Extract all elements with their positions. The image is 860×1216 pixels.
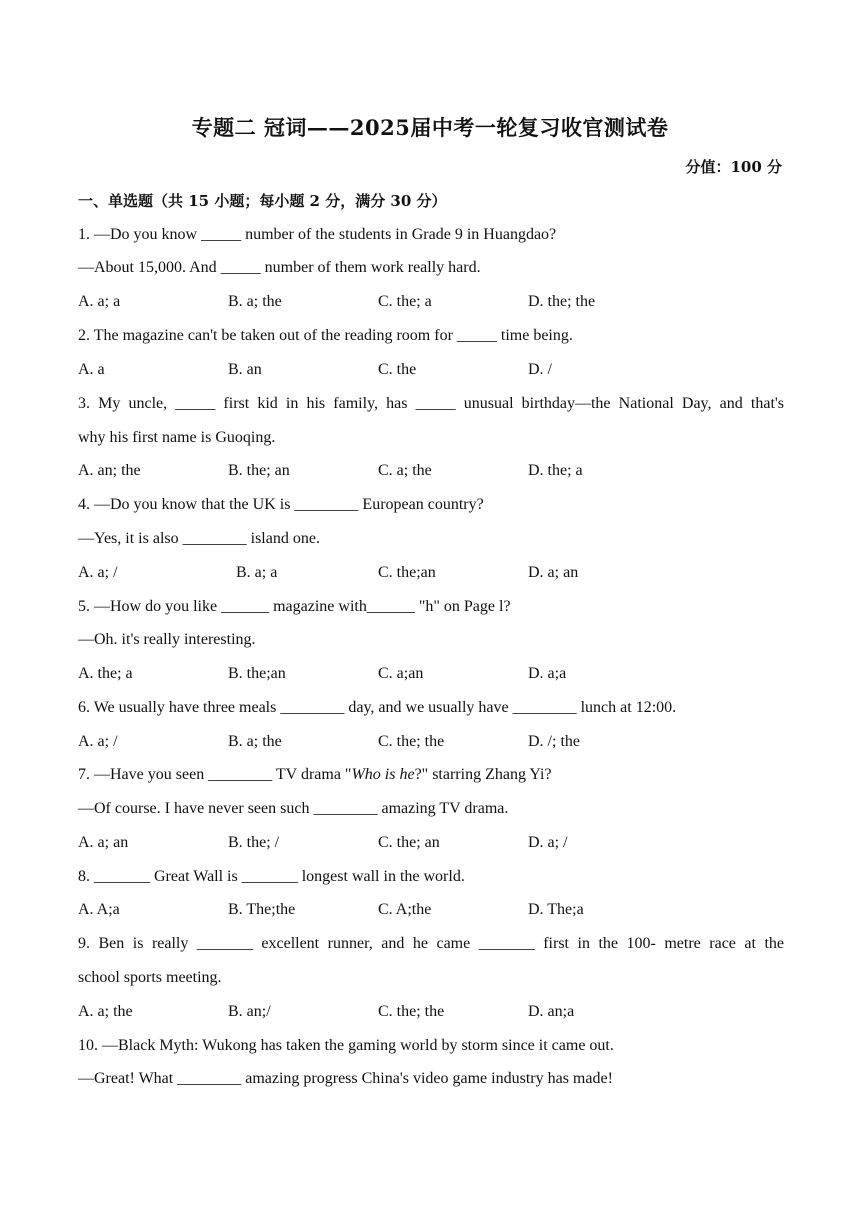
question-9-option-d[interactable]: D. an;a [528,1003,575,1020]
question-1-option-c[interactable]: C. the; a [378,293,432,310]
question-5-option-c[interactable]: C. a;an [378,665,424,682]
question-4-line-1: 4. —Do you know that the UK is ________ European country? [78,496,484,513]
question-7-line-1 [78,765,784,785]
question-1-line-2: —About 15,000. And _____ number of them work really hard. [78,259,481,276]
question-7-option-d[interactable]: D. a; / [528,834,568,851]
question-7-option-a[interactable]: A. a; an [78,834,129,851]
question-2-option-a[interactable]: A. a [78,361,105,378]
question-6-option-c[interactable]: C. the; the [378,733,445,750]
question-6-option-d[interactable]: D. /; the [528,733,580,750]
question-3-option-a[interactable]: A. an; the [78,462,141,479]
question-4-option-d[interactable]: D. a; an [528,564,579,581]
question-1-option-a[interactable]: A. a; a [78,293,121,310]
question-8-option-d[interactable]: D. The;a [528,901,584,918]
question-4-option-a[interactable]: A. a; / [78,564,118,581]
question-9-line-2: school sports meeting. [78,969,222,986]
question-4-option-b[interactable]: B. a; a [236,564,278,581]
question-5-option-a[interactable]: A. the; a [78,665,133,682]
page-title: 专题二 冠词——2025届中考一轮复习收官测试卷 [191,115,669,140]
question-1-line-1: 1. —Do you know _____ number of the students in Grade 9 in Huangdao? [78,226,557,243]
question-8-options [78,900,784,920]
question-7-text-post: ?" starring Zhang Yi? [414,766,552,783]
question-7-option-c[interactable]: C. the; an [378,834,440,851]
question-7-text-pre: 7. ―Have you seen ________ TV drama " [78,766,352,783]
question-8-option-a[interactable]: A. A;a [78,901,120,918]
question-10-line-1: 10. —Black Myth: Wukong has taken the gaming world by storm since it came out. [78,1037,614,1054]
question-9-option-b[interactable]: B. an;/ [228,1003,271,1020]
question-10-line-2: —Great! What ________ amazing progress China's video game industry has made! [78,1070,613,1087]
question-3-option-d[interactable]: D. the; a [528,462,583,479]
question-7-drama-title: Who is he [351,766,415,783]
question-2-options [78,360,784,380]
question-1-option-d[interactable]: D. the; the [528,293,596,310]
question-4-line-2: —Yes, it is also ________ island one. [78,530,320,547]
question-6-option-b[interactable]: B. a; the [228,733,282,750]
question-9-line-1: 9. Ben is really _______ excellent runner, and he came _______ first in the 100- metre race at the [78,935,784,952]
question-1-options [78,292,784,312]
question-4-option-c[interactable]: C. the;an [378,564,436,581]
question-7-line-2: —Of course. I have never seen such ________ amazing TV drama. [78,800,509,817]
section-heading: 一、单选题（共 15 小题；每小题 2 分，满分 30 分） [78,192,447,210]
question-5-line-2: —Oh. it's really interesting. [78,631,256,648]
question-9-option-c[interactable]: C. the; the [378,1003,445,1020]
question-3-options [78,461,784,481]
question-1-option-b[interactable]: B. a; the [228,293,282,310]
question-5-options [78,664,784,684]
question-6-option-a[interactable]: A. a; / [78,733,118,750]
question-9-options [78,1002,784,1022]
question-2-option-b[interactable]: B. an [228,361,262,378]
question-8-line-1: 8. _______ Great Wall is _______ longest wall in the world. [78,868,465,885]
question-3-option-c[interactable]: C. a; the [378,462,432,479]
question-8-option-c[interactable]: C. A;the [378,901,432,918]
question-5-option-d[interactable]: D. a;a [528,665,567,682]
total-score: 分值：100 分 [685,158,782,176]
question-3-option-b[interactable]: B. the; an [228,462,290,479]
question-2-line-1: 2. The magazine can't be taken out of the reading room for _____ time being. [78,327,573,344]
question-6-line-1: 6. We usually have three meals ________ day, and we usually have ________ lunch at 12:00. [78,699,677,716]
question-9-option-a[interactable]: A. a; the [78,1003,133,1020]
question-3-line-1: 3. My uncle, _____ first kid in his family, has _____ unusual birthday—the National Day, and that's [78,395,784,412]
question-7-option-b[interactable]: B. the; / [228,834,280,851]
question-2-option-d[interactable]: D. / [528,361,552,378]
question-5-line-1: 5. —How do you like ______ magazine with______ "h" on Page l? [78,598,511,615]
question-4-options [78,563,784,583]
question-8-option-b[interactable]: B. The;the [228,901,296,918]
question-5-option-b[interactable]: B. the;an [228,665,286,682]
question-3-line-2: why his first name is Guoqing. [78,429,276,446]
question-6-options [78,732,784,752]
question-7-options [78,833,784,853]
question-2-option-c[interactable]: C. the [378,361,417,378]
